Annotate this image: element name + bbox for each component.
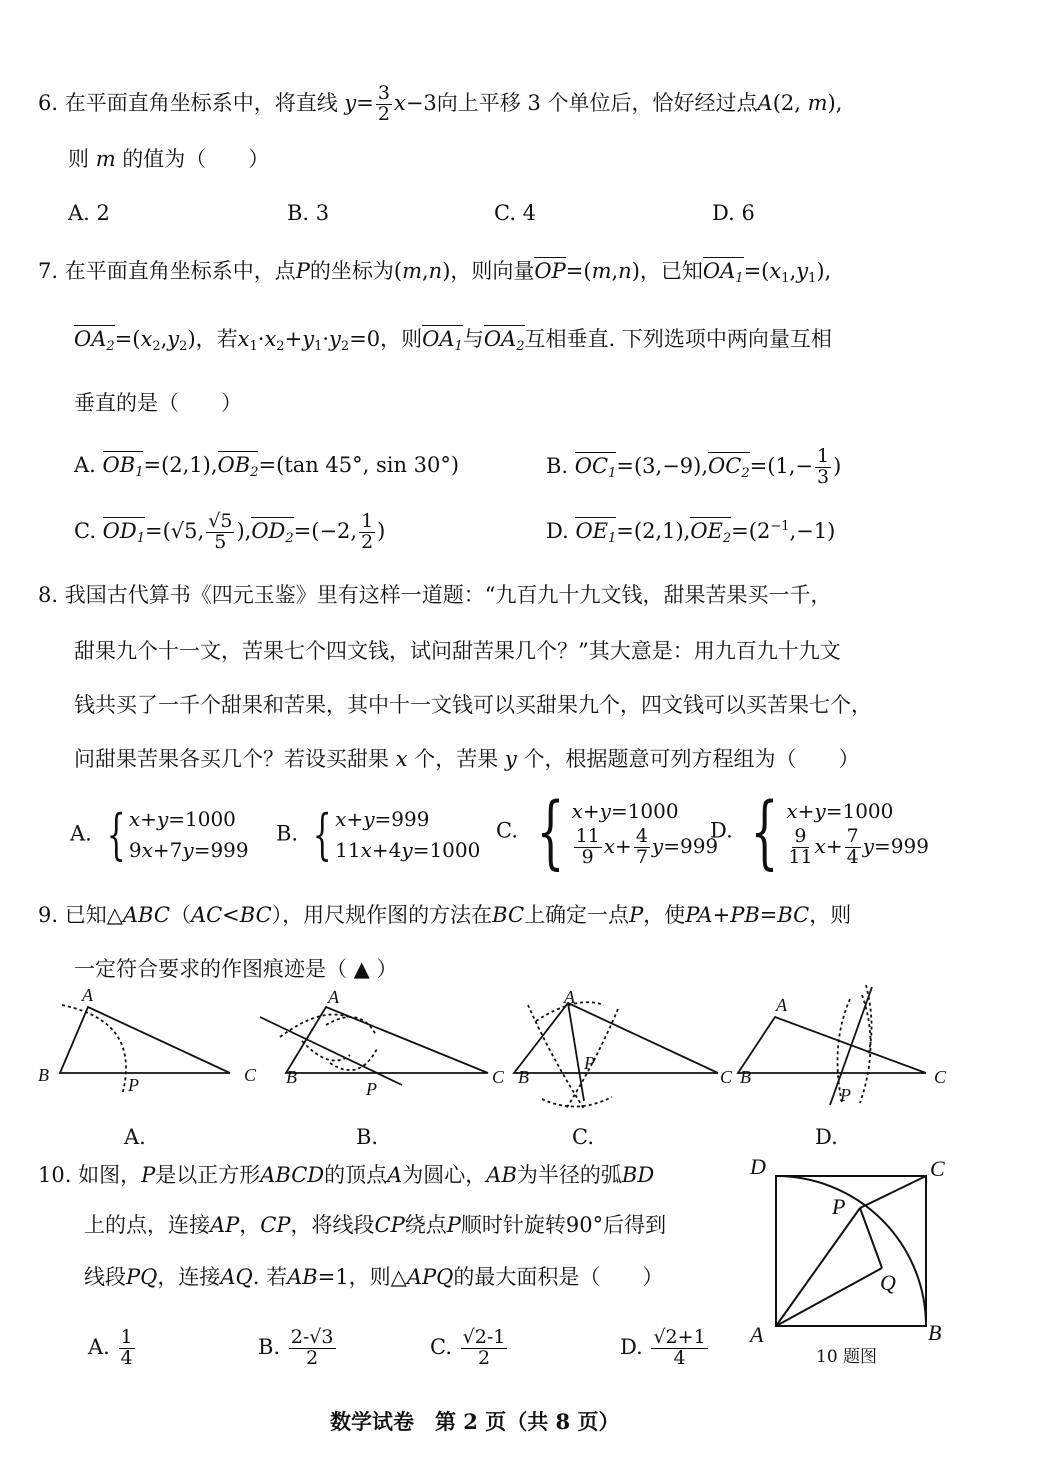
svg-text:A: A: [750, 1322, 764, 1347]
q10-figure: [748, 1152, 958, 1352]
q6-option-d: D. 6: [712, 201, 755, 225]
q9-caption-b: B.: [356, 1125, 379, 1149]
svg-text:B: B: [286, 1067, 297, 1087]
q9-fig-b-bisector: [260, 1017, 402, 1085]
q6-option-c: C. 4: [494, 201, 537, 225]
q8-option-d: D. { x+y=1000 $\frac{9}{11}$ x+ $\frac{7}{4}$ y=999: [710, 785, 929, 878]
q7-option-c: C. $OD_1=(√5$, $\frac{√5}{5}$ )$,OD_2=(-2$, $\frac{1}{2}$ ): [74, 510, 386, 553]
q7-line3: 垂直的是（ ）: [74, 391, 242, 415]
q8-line1: 8. 我国古代算书《四元玉鉴》里有这样一道题：“九百九十九文钱，甜果苦果买一千，: [38, 583, 832, 607]
q7-option-a: A. $OB_1=(2,1),OB_2=(\tan$ 45°, sin 30°): [74, 453, 460, 480]
q8-line3: 钱共买了一千个甜果和苦果，其中十一文钱可以买甜果九个，四文钱可以买苦果七个，: [74, 693, 872, 717]
q10-segment-pc: [860, 1176, 926, 1208]
q6-stem-a: 6. 在平面直角坐标系中，将直线: [38, 90, 338, 115]
q10-line3: 线段PQ，连接AQ. 若AB=1，则△APQ的最大面积是（ ）: [84, 1265, 664, 1289]
q6-line2: 则 m 的值为（ ）: [68, 147, 270, 171]
svg-text:C: C: [934, 1067, 947, 1087]
q8-line2: 甜果九个十一文，苦果七个四文钱，试问甜苦果几个？”其大意是：用九百九十九文: [74, 639, 841, 663]
q9-fig-a-triangle: [60, 1007, 230, 1073]
svg-text:C: C: [720, 1067, 733, 1087]
q10-line1: 10. 如图，P是以正方形ABCD的顶点A为圆心，AB为半径的弧BD: [38, 1163, 655, 1187]
svg-text:A: A: [82, 985, 93, 1005]
q9-line2: 一定符合要求的作图痕迹是（ ▲ ）: [74, 957, 398, 981]
q9-caption-a: A.: [124, 1125, 146, 1149]
q10-segment-ap: [776, 1208, 860, 1326]
svg-text:B: B: [740, 1067, 751, 1087]
svg-text:P: P: [840, 1085, 851, 1105]
q7-option-b: B. $OC_1=(3,-9),OC_2=(1,-$ $\frac{1}{3}$ ): [546, 445, 842, 488]
svg-text:B: B: [928, 1320, 942, 1345]
q9-line1: 9. 已知△ABC（AC<BC），用尺规作图的方法在BC上确定一点P，使PA+PB=BC，则: [38, 903, 852, 927]
svg-text:P: P: [366, 1079, 377, 1099]
q8-option-a: A. { x+y=1000 9x+7y=999: [70, 803, 249, 866]
svg-text:P: P: [584, 1053, 595, 1073]
q8-option-b: B. { x+y=999 11x+4y=1000: [276, 803, 481, 866]
svg-text:A: A: [564, 987, 575, 1007]
q9-figures: [30, 985, 970, 1115]
q10-square: [776, 1176, 926, 1326]
q7-line1: 7. 在平面直角坐标系中，点P的坐标为(m,n)，则向量OP=(m,n)，已知$OA_1=(x_1,y_1)$,: [38, 259, 832, 286]
q10-option-b: B. $\frac{2-√3}{2}$: [258, 1326, 334, 1369]
svg-text:D: D: [750, 1154, 766, 1179]
q6-option-a: A. 2: [68, 201, 110, 225]
svg-text:C: C: [492, 1067, 505, 1087]
q9-fig-b-triangle: [286, 1007, 488, 1073]
q9-fig-d-bisector: [830, 987, 872, 1105]
svg-text:C: C: [930, 1156, 945, 1181]
q10-line2: 上的点，连接AP，CP，将线段CP绕点P顺时针旋转90°后得到: [84, 1213, 667, 1237]
q7-line2: $OA_2=(x_2,y_2)$，若$x_1\cdot x_2+y_1\cdot y_2=0$，则$OA_1$与$OA_2$互相垂直. 下列选项中两向量互相: [74, 327, 832, 354]
q6-line1: 6. 在平面直角坐标系中，将直线 y= $\frac{3}{2}$ x−3向上平移 3 个单位后，恰好经过点A(2, m),: [38, 82, 843, 125]
q10-arc-bd: [776, 1176, 926, 1326]
page-footer: 数学试卷 第 2 页（共 8 页）: [330, 1409, 620, 1434]
svg-text:B: B: [38, 1065, 49, 1085]
svg-text:A: A: [776, 995, 787, 1015]
q6-option-b: B. 3: [287, 201, 330, 225]
svg-text:A: A: [328, 987, 339, 1007]
q8-option-c: C. { x+y=1000 $\frac{11}{9}$ x+ $\frac{4}{7}$ y=999: [496, 785, 719, 878]
q10-segment-aq: [776, 1268, 882, 1326]
q10-option-c: C. $\frac{√2-1}{2}$: [430, 1326, 506, 1369]
svg-text:Q: Q: [880, 1270, 896, 1295]
q10-option-a: A. $\frac{1}{4}$: [88, 1326, 133, 1369]
q9-fig-d-triangle: [738, 1017, 926, 1073]
q8-line4: 问甜果苦果各买几个？若设买甜果 x 个，苦果 y 个，根据题意可列方程组为（ ）: [74, 747, 860, 771]
q10-figure-caption: 10 题图: [816, 1347, 878, 1367]
q7-option-d: D. $OE_1=(2,1),OE_2=(2^{-1},-1)$: [546, 519, 836, 546]
q6-stem-b: 向上平移 3 个单位后，恰好经过点: [436, 90, 758, 115]
svg-text:C: C: [244, 1065, 257, 1085]
q9-caption-c: C.: [572, 1125, 594, 1149]
svg-text:B: B: [518, 1067, 529, 1087]
q9-caption-d: D.: [815, 1125, 838, 1149]
q10-option-d: D. $\frac{√2+1}{4}$: [620, 1326, 706, 1369]
svg-text:P: P: [832, 1194, 846, 1219]
svg-text:P: P: [128, 1075, 139, 1095]
q9-fig-a-arc: [62, 1005, 126, 1095]
